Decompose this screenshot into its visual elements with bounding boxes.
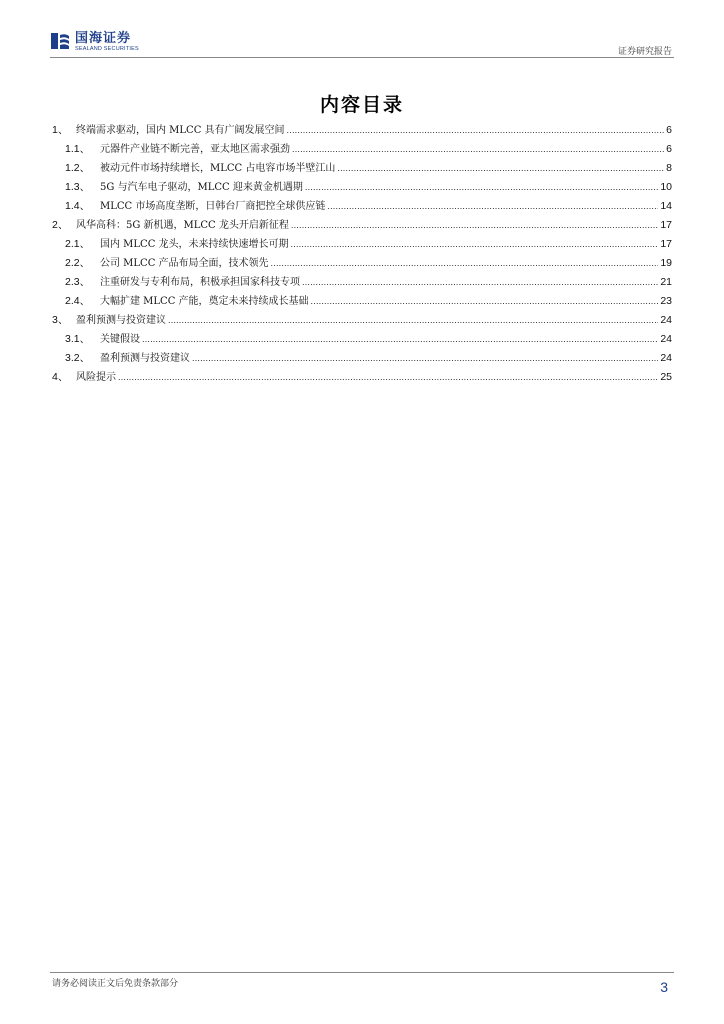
toc-entry-page: 19 bbox=[660, 257, 672, 269]
toc-entry-title: 终端需求驱动，国内 MLCC 具有广阔发展空间 bbox=[76, 125, 285, 136]
logo-chinese-name: 国海证券 bbox=[75, 31, 132, 46]
toc-entry-page: 6 bbox=[666, 124, 672, 136]
toc-entry[interactable] bbox=[52, 197, 672, 216]
toc-entry-page: 25 bbox=[660, 371, 672, 383]
toc-dot-leader bbox=[305, 182, 658, 192]
toc-entry-page: 14 bbox=[660, 200, 672, 212]
toc-entry[interactable] bbox=[52, 159, 672, 178]
toc-entry-title: 大幅扩建 MLCC 产能，奠定未来持续成长基础 bbox=[100, 296, 309, 307]
toc-entry-number: 2.1、 bbox=[65, 238, 91, 250]
toc-entry-page: 24 bbox=[660, 352, 672, 364]
toc-entry-title: 公司 MLCC 产品布局全面，技术领先 bbox=[100, 258, 269, 269]
toc-dot-leader bbox=[302, 277, 658, 287]
footer-disclaimer: 请务必阅读正文后免责条款部分 bbox=[52, 979, 179, 989]
toc-entry-page: 23 bbox=[660, 295, 672, 307]
toc-entry-number: 1.3、 bbox=[65, 181, 91, 193]
toc-entry-number: 1.4、 bbox=[65, 200, 91, 212]
toc-entry[interactable] bbox=[52, 368, 672, 387]
toc-entry[interactable] bbox=[52, 254, 672, 273]
toc-entry[interactable] bbox=[52, 235, 672, 254]
sealand-logo-icon bbox=[50, 32, 70, 50]
toc-dot-leader bbox=[337, 163, 664, 173]
toc-entry-page: 10 bbox=[660, 181, 672, 193]
toc-entry[interactable] bbox=[52, 330, 672, 349]
report-type-label: 证券研究报告 bbox=[617, 47, 672, 57]
toc-entry-number: 2、 bbox=[52, 219, 69, 231]
toc-entry-number: 3.1、 bbox=[65, 333, 91, 345]
toc-entry-page: 24 bbox=[660, 333, 672, 345]
toc-entry-title: 元器件产业链不断完善，亚太地区需求强劲 bbox=[100, 144, 290, 155]
toc-entry-number: 1.1、 bbox=[65, 143, 91, 155]
toc-dot-leader bbox=[291, 220, 658, 230]
toc-title: 内容目录 bbox=[319, 94, 404, 116]
page-number: 3 bbox=[660, 979, 668, 995]
toc-dot-leader bbox=[327, 201, 658, 211]
toc-entry-title: 风险提示 bbox=[76, 372, 116, 383]
toc-dot-leader bbox=[271, 258, 659, 268]
toc-entry[interactable] bbox=[52, 349, 672, 368]
toc-entry[interactable] bbox=[52, 292, 672, 311]
toc-entry[interactable] bbox=[52, 311, 672, 330]
toc-entry-title: 5G 与汽车电子驱动，MLCC 迎来黄金机遇期 bbox=[100, 182, 303, 193]
toc-entry-page: 8 bbox=[666, 162, 672, 174]
toc-entry-number: 3、 bbox=[52, 314, 69, 326]
toc-entry-title: 盈利预测与投资建议 bbox=[100, 353, 190, 364]
table-of-contents bbox=[52, 121, 672, 387]
company-logo bbox=[50, 32, 139, 53]
toc-entry[interactable] bbox=[52, 216, 672, 235]
footer-divider bbox=[50, 972, 674, 973]
toc-entry-title: 被动元件市场持续增长，MLCC 占电容市场半壁江山 bbox=[100, 163, 336, 174]
toc-entry[interactable] bbox=[52, 121, 672, 140]
toc-entry-number: 3.2、 bbox=[65, 352, 91, 364]
toc-entry-number: 2.2、 bbox=[65, 257, 91, 269]
toc-dot-leader bbox=[287, 125, 665, 135]
toc-dot-leader bbox=[118, 372, 658, 382]
toc-dot-leader bbox=[168, 315, 658, 325]
page-header bbox=[50, 30, 674, 58]
toc-entry-page: 24 bbox=[660, 314, 672, 326]
toc-entry-title: MLCC 市场高度垄断，日韩台厂商把控全球供应链 bbox=[100, 201, 326, 212]
toc-dot-leader bbox=[311, 296, 659, 306]
toc-entry-page: 6 bbox=[666, 143, 672, 155]
toc-entry-title: 风华高科：5G 新机遇，MLCC 龙头开启新征程 bbox=[76, 220, 289, 231]
logo-english-name: SEALAND SECURITIES bbox=[75, 46, 139, 52]
toc-entry-number: 2.3、 bbox=[65, 276, 91, 288]
toc-entry-number: 1、 bbox=[52, 124, 69, 136]
toc-entry-number: 4、 bbox=[52, 371, 69, 383]
toc-entry-number: 2.4、 bbox=[65, 295, 91, 307]
toc-dot-leader bbox=[142, 334, 658, 344]
toc-entry-title: 关键假设 bbox=[100, 334, 140, 345]
toc-dot-leader bbox=[192, 353, 658, 363]
toc-entry[interactable] bbox=[52, 178, 672, 197]
header-divider bbox=[50, 57, 674, 58]
toc-entry-page: 17 bbox=[660, 238, 672, 250]
toc-entry-number: 1.2、 bbox=[65, 162, 91, 174]
toc-entry[interactable] bbox=[52, 140, 672, 159]
toc-dot-leader bbox=[291, 239, 659, 249]
toc-entry-page: 17 bbox=[660, 219, 672, 231]
toc-entry[interactable] bbox=[52, 273, 672, 292]
toc-entry-title: 盈利预测与投资建议 bbox=[76, 315, 166, 326]
toc-dot-leader bbox=[292, 144, 664, 154]
toc-entry-title: 注重研发与专利布局，积极承担国家科技专项 bbox=[100, 277, 300, 288]
toc-entry-page: 21 bbox=[660, 276, 672, 288]
toc-entry-title: 国内 MLCC 龙头，未来持续快速增长可期 bbox=[100, 239, 289, 250]
